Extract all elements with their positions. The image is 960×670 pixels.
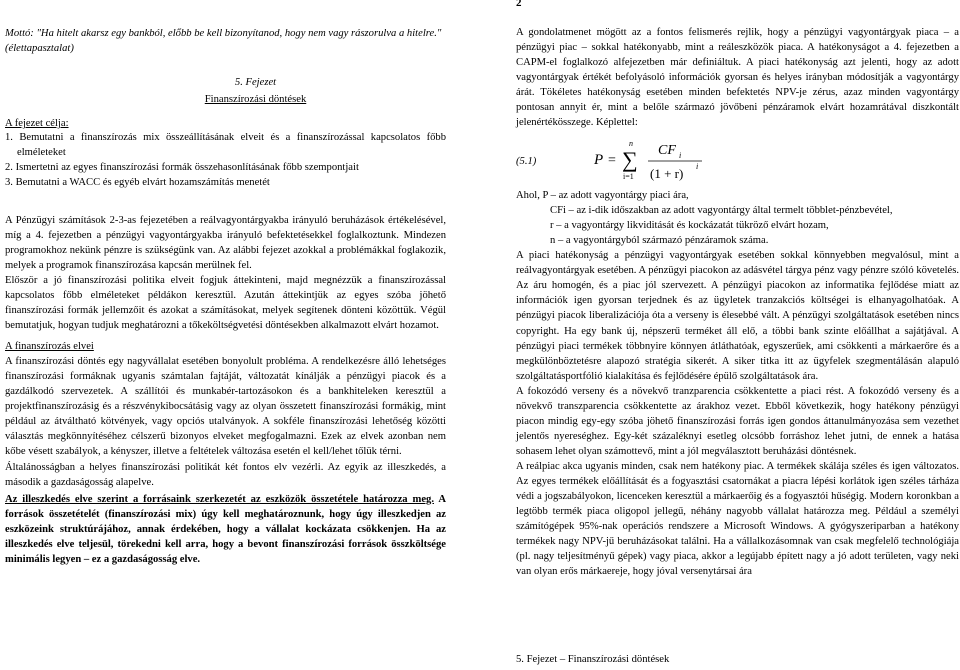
left-body xyxy=(5,213,446,567)
pv-formula-graphic xyxy=(592,134,732,188)
paragraph: A fokozódó verseny és a növekvő tranzparencia csökkentette a piaci rést. A fokozódó verseny és a növekvő transzparencia csökkentette az árakhoz vezet. Ebből következik, hogy hatékony pénzügyi piacon mindig egy-egy szóba jöhető finanszírozási forrás igen gondos áttanulmányozása sem vezethet jelentős nyereséghez. Egy-két százaléknyi esetleg olcsóbb forráshoz lehet jutni, de ennek a hatása sohasem lehet olyan számottevő, mint a jól megválasztott beruházási döntésnek. xyxy=(516,385,959,457)
definition-line: r – a vagyontárgy likviditását és kockázatát tükröző elvárt hozam, xyxy=(550,220,829,232)
formula-denominator: (1 + r) xyxy=(650,166,684,182)
paragraph: A Pénzügyi számítások 2-3-as fejezetében a reálvagyontárgyakba irányuló beruházások értékelésével, míg a 4. fejezetben a pénzügyi vagyontárgyakba irányuló befektetésekkel foglalkoztunk. Mindezen programokhoz nekünk pénzre is szükségünk van. Az alábbi fejezet azokkal a problémákkal foglakozik, melyek a programok finanszírozása kapcsán merülnek fel. xyxy=(5,215,446,272)
paragraph: A reálpiac akca ugyanis minden, csak nem hatékony piac. A termékek skálája széles és igen változatos. Az egyes termékek előállítását és a fogyasztási csatornákat a piacra lépési korlátok igen széles tárháza védi a jogszabályokon, licenceken keresztül a márkaerőig és a fogyasztói hűségig. Modern koronkban a legtöbb termék piaca oligopol jellegű, néhány nagyobb vállalat határozza meg. Például a személyi számítógépek 95%-nak operációs rendszere a Microsoft Windows. A gyógyszeriparban a hatékony termékek nagy NPV-jű beruházásokat találni. Ha a vállalkozásomnak van csak megfelelő technológiája (pl. nagy teljesítményű gépek) vagy piaca, akkor a legújabb épített nagy a jó adott területen, vagy neki van olyan erős márkaereje, hogy jóval versenytársai ára xyxy=(516,460,959,577)
definition-line: Ahol, P – az adott vagyontárgy piaci ára, xyxy=(516,190,689,202)
formula-label: (5.1) xyxy=(516,156,537,168)
formula-numerator-sub: i xyxy=(679,151,682,161)
goal-item: 2. Ismertetni az egyes finanszírozási formák összehasonlításának főbb szempontjait xyxy=(5,162,359,174)
section-heading: A finanszírozás elvei xyxy=(5,341,94,353)
chapter-title: 5. Fejezet xyxy=(234,77,277,88)
goals-heading: A fejezet célja: xyxy=(5,118,69,129)
sigma-symbol: ∑ xyxy=(622,147,638,173)
formula-numerator: CF xyxy=(658,143,676,159)
paragraph: Általánosságban a helyes finanszírozási politikát két fontos elv vezérli. Az egyik az illeszkedés, a második a gazdaságosság alapelve. xyxy=(5,461,446,488)
formula-5-1 xyxy=(516,134,959,188)
definition-line: CFi – az i-dik időszakban az adott vagyontárgy által termelt többlet-pénzbevétel, xyxy=(550,205,893,217)
goals-list xyxy=(5,130,446,190)
principle-highlight: Az illeszkedés elve szerint a forrásaink szerkezetét az eszközök összetétele határozza meg. xyxy=(5,493,434,505)
chapter-subtitle: Finanszírozási döntések xyxy=(204,94,307,105)
page-number: 2 xyxy=(516,0,522,9)
sum-bottom: i=1 xyxy=(623,172,634,182)
formula-equals: = xyxy=(608,153,616,169)
principle-paragraph xyxy=(5,492,446,567)
paragraph: A finanszírozási döntés egy nagyvállalat esetében bonyolult probléma. A rendelkezésre álló lehetséges finanszírozási formáknak ugyanis számtalan fajtáját, változatát kínálják a pénzügyi piacok és a gazdálkodó szervezetek. A szállítói és munkabér-tartozásokon és a bankhiteleken keresztül a projektfinanszírozásig és a részvénykibocsátásig vagy az olyan összetett finanszírozási formákig, mint például az átváltható kötvények, vagy opciós utalványok. A sokféle finanszírozási lehetőség közötti választás megkönnyítéséhez célszerű bizonyos elveket megfogalmazni. Ezek az elvek azonban nem kőbe vésett szabályok, a kényszer, illetve a feltételek változása esetén el kell/lehet tőlük térni. xyxy=(5,356,446,458)
goal-item: 3. Bemutatni a WACC és egyéb elvárt hozamszámítás menetét xyxy=(5,177,270,189)
definition-line: n – a vagyontárgyból származó pénzáramok száma. xyxy=(550,235,769,247)
principle-rest: A források összetételét (finanszírozási mix) úgy kell meghatároznunk, hogy úgy illeszkedjen az eszközeink struktúrájához, annak érdekében, hogy a vállalat kockázata csökkenjen. Ha az illeszkedés elve teljesül, törekedni kell arra, hogy a bevont finanszírozási források összköltsége minimális legyen – ez a gazdaságosság elve. xyxy=(5,493,446,565)
formula-exponent: i xyxy=(696,162,699,172)
page-footer: 5. Fejezet – Finanszírozási döntések xyxy=(516,654,670,665)
motto: Mottó: "Ha hitelt akarsz egy bankból, előbb be kell bizonyítanod, hogy nem vagy rászorulva a hitelre." (élettapasztalat) xyxy=(5,28,442,55)
paragraph: A piaci hatékonyság a pénzügyi vagyontárgyak esetében sokkal könnyebben megvalósul, mint a reálvagyontárgyak esetében. A pénzügyi piacokon az adásvétel tárgya pénz vagy pénzre szóló követelés. Az áru homogén, és a piac jól szervezett. A pénzügyi piacokon az informatika fejlődése miatt az információk igen gyorsan terjednek és az ügyletek tranzakciós költségei is elhanyagolhatóak. A pénzügyi piacok liberalizációja óta a verseny is élesebbé vált. A pénzügyi szolgáltatások esetében nincs copyright. Ha egy bank új, népszerű terméket áll elő, a többi bank szinte előállhat a sajátjával. A pénzügyi piaci termékek többnyire könnyen átláthatóak, egyszerűek, ami csökkenti a márkaerőre és a megkülönböztetésre alapozó stratégia sikerét. A siker titka itt az ügyfelek szegmentálásán alapuló szolgáltatásportfólió kialakítása és fejlődésére épülő szolgáltatások ára. xyxy=(516,250,959,382)
right-body xyxy=(516,25,959,579)
paragraph: Először a jó finanszírozási politika elveit fogjuk áttekinteni, majd megnézzük a finanszírozással kapcsolatos főbb elméleteket példákon keresztül. Azután áttekintjük az egyes szóba jöhető finanszírozási formák jellemzőit és azokat a számításokat, melyek segítenek dönteni közöttük. Végül bemutatjuk, hogyan tudjuk meghatározni a tőkeköltségvetési döntésekben alkalmazott elvárt hozamot. xyxy=(5,275,446,332)
paragraph: A gondolatmenet mögött az a fontos felismerés rejlik, hogy a pénzügyi vagyontárgyak piaca – a pénzügyi piac – sokkal hatékonyabb, mint a reáleszközök piaca. A hatékonyságot a 4. fejezetben a CAPM-el foglalkozó alfejezetben már definiáltuk. A piaci hatékonyság azt jelenti, hogy az adott vagyontárgyak értékét befolyásoló információk gyorsan és helyes irányban módosítják a vagyontárgy árát. Tökéletes hatékonyság esetében minden befektetés NPV-je zérus, azaz minden vagyontárgy pontosan annyit ér, mint a belőle származó jövőbeni pénzáramok elvárt hozamrátával diszkontált jelenértékösszege. Képlettel: xyxy=(516,27,959,129)
sum-top: n xyxy=(629,139,633,149)
formula-lhs: P xyxy=(594,152,604,169)
goal-item: 1. Bemutatni a finanszírozás mix összeállításának elveit és a finanszírozással kapcsolatos főbb elméleteket xyxy=(5,132,446,159)
